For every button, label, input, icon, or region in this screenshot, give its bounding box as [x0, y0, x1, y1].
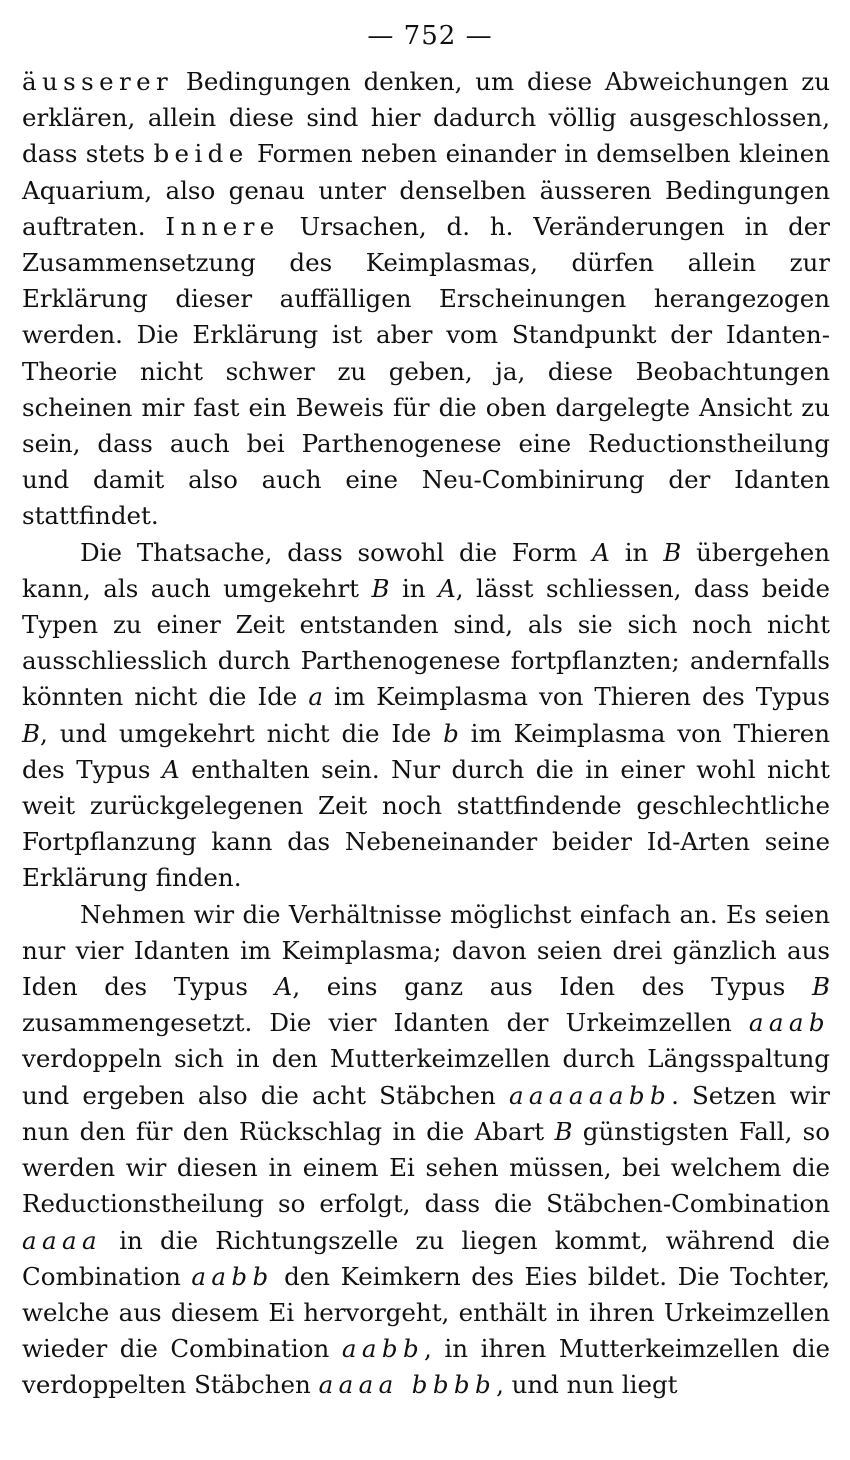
emphasized-text: aabb: [341, 1334, 425, 1364]
text-run: Nehmen wir die Verhältnisse möglichst einfach an. Es seien nur vier Idanten im Keimplasma; davon seien drei gänzlich aus Iden des Typus: [22, 899, 830, 1002]
emphasized-text: äusserer: [22, 67, 174, 96]
emphasized-text: aabb: [191, 1261, 274, 1291]
body-text: [22, 64, 830, 1404]
text-run: Formen neben einander in demselben kleinen Aquarium, also genau unter denselben äusseren Bedingungen auftraten.: [22, 139, 830, 241]
paragraph: [22, 64, 830, 535]
text-run: Ursachen, d. h. Veränderungen in der Zusammensetzung des Keimplasmas, dürfen allein zur Erklärung dieser auffälligen Erscheinungen herangezogen werden. Die Erklärung ist aber vom Standpunkt der Idanten-Theorie nicht schwer zu geben, ja, diese Beobachtungen scheinen mir fast ein Beweis für die oben dargelegte Ansicht zu sein, dass auch bei Parthenogenese eine Reductionstheilung und damit also auch eine Neu-Combinirung der Idanten stattfindet.: [22, 211, 830, 531]
text-run: , lässt schliessen, dass beide Typen zu einer Zeit entstanden sind, als sie sich noch nicht ausschliesslich durch Parthenogenese fortpflanzten; andernfalls könnten nicht die Ide: [22, 573, 830, 712]
emphasized-text: B: [371, 573, 390, 603]
emphasized-text: A: [592, 537, 610, 567]
text-run: in: [609, 537, 664, 567]
text-run: verdoppeln sich in den Mutterkeimzellen durch Längsspaltung und ergeben also die acht Stäbchen: [22, 1044, 830, 1110]
emphasized-text: B: [811, 972, 830, 1002]
text-run: , und umgekehrt nicht die Ide: [40, 718, 444, 748]
emphasized-text: beide: [153, 139, 249, 169]
emphasized-text: A: [274, 972, 293, 1002]
text-run: , in ihren Mutterkeimzellen die verdoppelten Stäbchen: [22, 1334, 830, 1400]
text-run: in die Richtungszelle zu liegen kommt, während die Combination: [22, 1225, 830, 1291]
emphasized-text: B: [663, 537, 682, 567]
text-run: den Keimkern des Eies bildet. Die Tochter, welche aus diesem Ei hervorgeht, enthält in ihren Urkeimzellen wieder die Combination: [22, 1261, 830, 1364]
emphasized-text: Innere: [165, 211, 280, 241]
emphasized-text: A: [161, 754, 180, 784]
text-run: zusammengesetzt. Die vier Idanten der Urkeimzellen: [22, 1008, 749, 1038]
text-run: im Keimplasma von Thieren des Typus: [22, 718, 830, 784]
text-run: Bedingungen denken, um diese Abweichungen zu erklären, allein diese sind hier dadurch völlig ausgeschlossen, dass stets: [22, 67, 830, 169]
page-number: — 752 —: [367, 21, 493, 51]
paragraph: [22, 897, 830, 1404]
emphasized-text: aaaa bbbb: [318, 1370, 497, 1400]
paragraph: [22, 535, 830, 897]
text-run: , und nun liegt: [496, 1370, 678, 1400]
emphasized-text: b: [443, 718, 459, 748]
text-run: günstigsten Fall, so werden wir diesen in einem Ei sehen müssen, bei welchem die Reductionstheilung so erfolgt, dass die Stäbchen-Combination: [22, 1116, 830, 1219]
emphasized-text: aaaaaabb: [508, 1080, 672, 1110]
text-run: im Keimplasma von Thieren des Typus: [322, 682, 830, 712]
text-run: . Setzen wir nun den für den Rückschlag in die Abart: [22, 1080, 830, 1146]
emphasized-text: aaaa: [22, 1225, 102, 1255]
emphasized-text: a: [308, 682, 323, 712]
text-run: in: [389, 573, 439, 603]
emphasized-text: B: [554, 1116, 573, 1146]
text-run: übergehen kann, als auch umgekehrt: [22, 537, 830, 603]
text-run: Die Thatsache, dass sowohl die Form: [80, 537, 593, 567]
emphasized-text: aaab: [748, 1008, 830, 1038]
emphasized-text: A: [438, 573, 456, 603]
emphasized-text: B: [22, 718, 41, 748]
text-run: , eins ganz aus Iden des Typus: [292, 972, 812, 1002]
text-run: enthalten sein. Nur durch die in einer wohl nicht weit zurückgelegenen Zeit noch stattfindende geschlechtliche Fortpflanzung kann das Nebeneinander beider Id-Arten seine Erklärung finden.: [22, 754, 830, 893]
